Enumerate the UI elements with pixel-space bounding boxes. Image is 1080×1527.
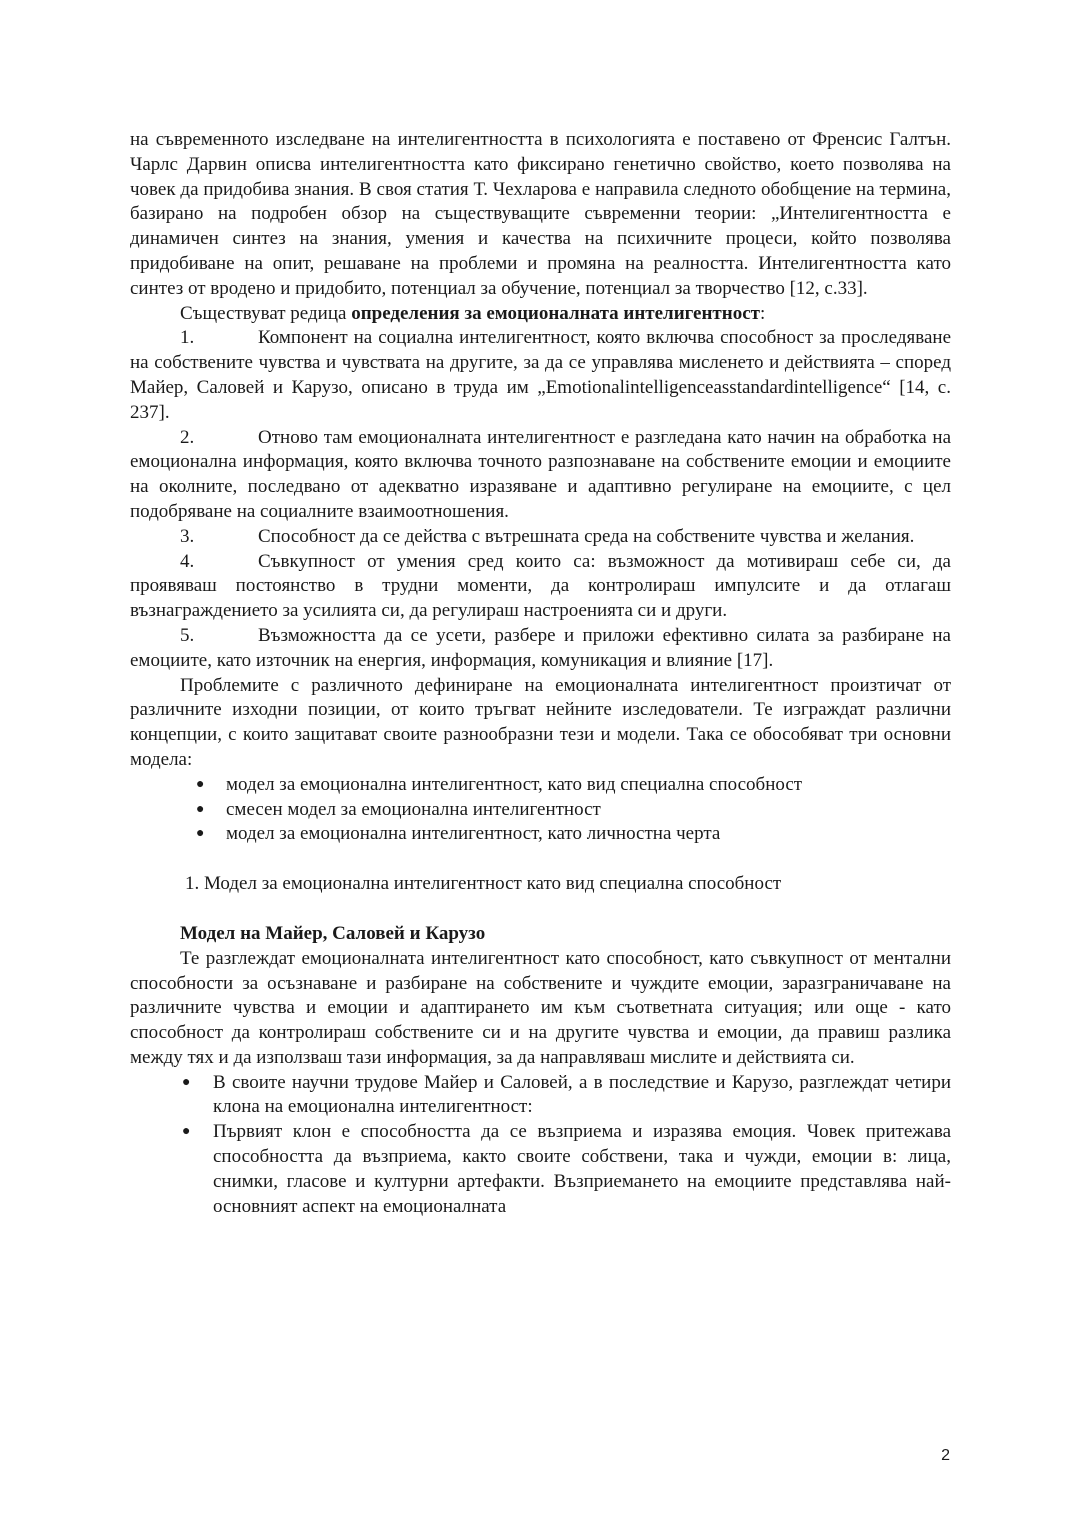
bullet-icon: ● [196, 826, 205, 842]
definition-number: 1. [180, 327, 195, 349]
paragraph-mayer-model: Те разглеждат емоционалната интелигентност като способност, като съвкупност от ментални способности за осъзнаване и разбиране на собствените и чуждите емоции, заразграничаване на различните чувства и емоции и адаптирането им към съответната ситуация; или още - като способност да контролираш собствените си и на другите чувства и емоции, да правиш разлика между тях и да използваш тази информация, за да направляваш мислите и действията си. [130, 947, 951, 1068]
bullet-icon: ● [182, 1074, 191, 1090]
definitions-bold-term: определения за емоционалната интелигентност [351, 302, 760, 324]
section-title: 1. Модел за емоционална интелигентност като вид специална способност [185, 873, 782, 895]
list-item-text: модел за емоционална интелигентност, като вид специална способност [226, 773, 803, 795]
list-item-text: В своите научни трудове Майер и Саловей, а в последствие и Карузо, разглеждат четири клона на емоционална интелигентност: [213, 1071, 951, 1118]
page-number: 2 [941, 1447, 950, 1464]
branches-list [130, 1071, 951, 1220]
definition-item [130, 624, 951, 674]
definition-item [130, 426, 951, 525]
list-item [130, 1120, 951, 1219]
list-item [130, 798, 951, 823]
models-list [130, 773, 951, 847]
definition-number: 5. [180, 624, 195, 646]
list-item-text: Първият клон е способността да се възприема и изразява емоция. Човек притежава способността да възприема, както своите собствени, така и чужди, емоции в: лица, снимки, гласове и културни артефакти. Възприемането на емоциите представлява най-основният аспект на емоционалната [213, 1121, 951, 1217]
list-item [130, 822, 951, 847]
list-item-text: модел за емоционална интелигентност, като личностна черта [226, 823, 721, 845]
spacer [130, 897, 951, 922]
list-item-text: смесен модел за емоционална интелигентност [226, 798, 601, 820]
definition-text: Възможността да се усети, разбере и приложи ефективно силата за разбиране на емоциите, като източник на енергия, информация, комуникация и влияние [17]. [130, 624, 951, 671]
paragraph-intro: на съвременното изследване на интелигентността в психологията е поставено от Френсис Галтън. Чарлс Дарвин описва интелигентността като фиксирано генетично свойство, което позволява на човек да придобива знания. В своя статия Т. Чехларова е направила следното обобщение на термина, базирано на подробен обзор на съществуващите съвременни теории: „Интелигентността е динамичен синтез на знания, умения и качества на психичните процеси, който позволява придобиване на опит, решаване на проблеми и промяна на реалността. Интелигентността като синтез от вродено и придобито, потенциал за обучение, потенциал за творчество [12, с.33]. [130, 129, 951, 299]
definition-text: Способност да се действа с вътрешната среда на собствените чувства и желания. [258, 525, 915, 547]
definition-text: Съвкупност от умения сред които са: възможност да мотивираш себе си, да проявяваш постоянство в трудни моменти, да контролираш импулсите и да отлагаш възнаграждението за усилията си, да регулираш настроенията си и други. [130, 550, 951, 622]
definition-number: 4. [180, 550, 195, 572]
definition-text: Компонент на социална интелигентност, която включва способност за проследяване на собствените чувства и чувствата на другите, за да се управлява мисленето и действията – според Майер, Саловей и Карузо, описано в труда им „Emotionalintelligenceasstandardintelligence“ [14, с. 237]. [130, 327, 951, 423]
page-content [130, 128, 951, 1219]
definition-number: 3. [180, 525, 195, 547]
definition-item [130, 525, 951, 550]
list-item [130, 773, 951, 798]
bullet-icon: ● [182, 1124, 191, 1140]
definition-item [130, 550, 951, 624]
list-item [130, 1071, 951, 1121]
bullet-icon: ● [196, 776, 205, 792]
definition-item [130, 326, 951, 425]
definition-number: 2. [180, 426, 195, 448]
definition-text: Отново там емоционалната интелигентност е разгледана като начин на обработка на емоционална информация, която включва точното разпознаване на собствените емоции и емоциите на околните, последвано от адекватно изразяване и адаптивно регулиране на емоциите, с цел подобряване на социалните взаимоотношения. [130, 426, 951, 522]
paragraph-definitions-lead [130, 302, 951, 327]
subsection-title: Модел на Майер, Саловей и Карузо [180, 922, 486, 944]
paragraph-problems: Проблемите с различното дефиниране на емоционалната интелигентност произтичат от различните изходни позиции, от които тръгват нейните изследователи. Те изграждат различни концепции, с които защитават своите разнообразни тези и модели. Така се обособяват три основни модела: [130, 674, 951, 770]
spacer [130, 847, 951, 872]
definitions-lead-text: Съществуват редица [180, 302, 352, 324]
bullet-icon: ● [196, 801, 205, 817]
definitions-colon: : [759, 302, 766, 324]
